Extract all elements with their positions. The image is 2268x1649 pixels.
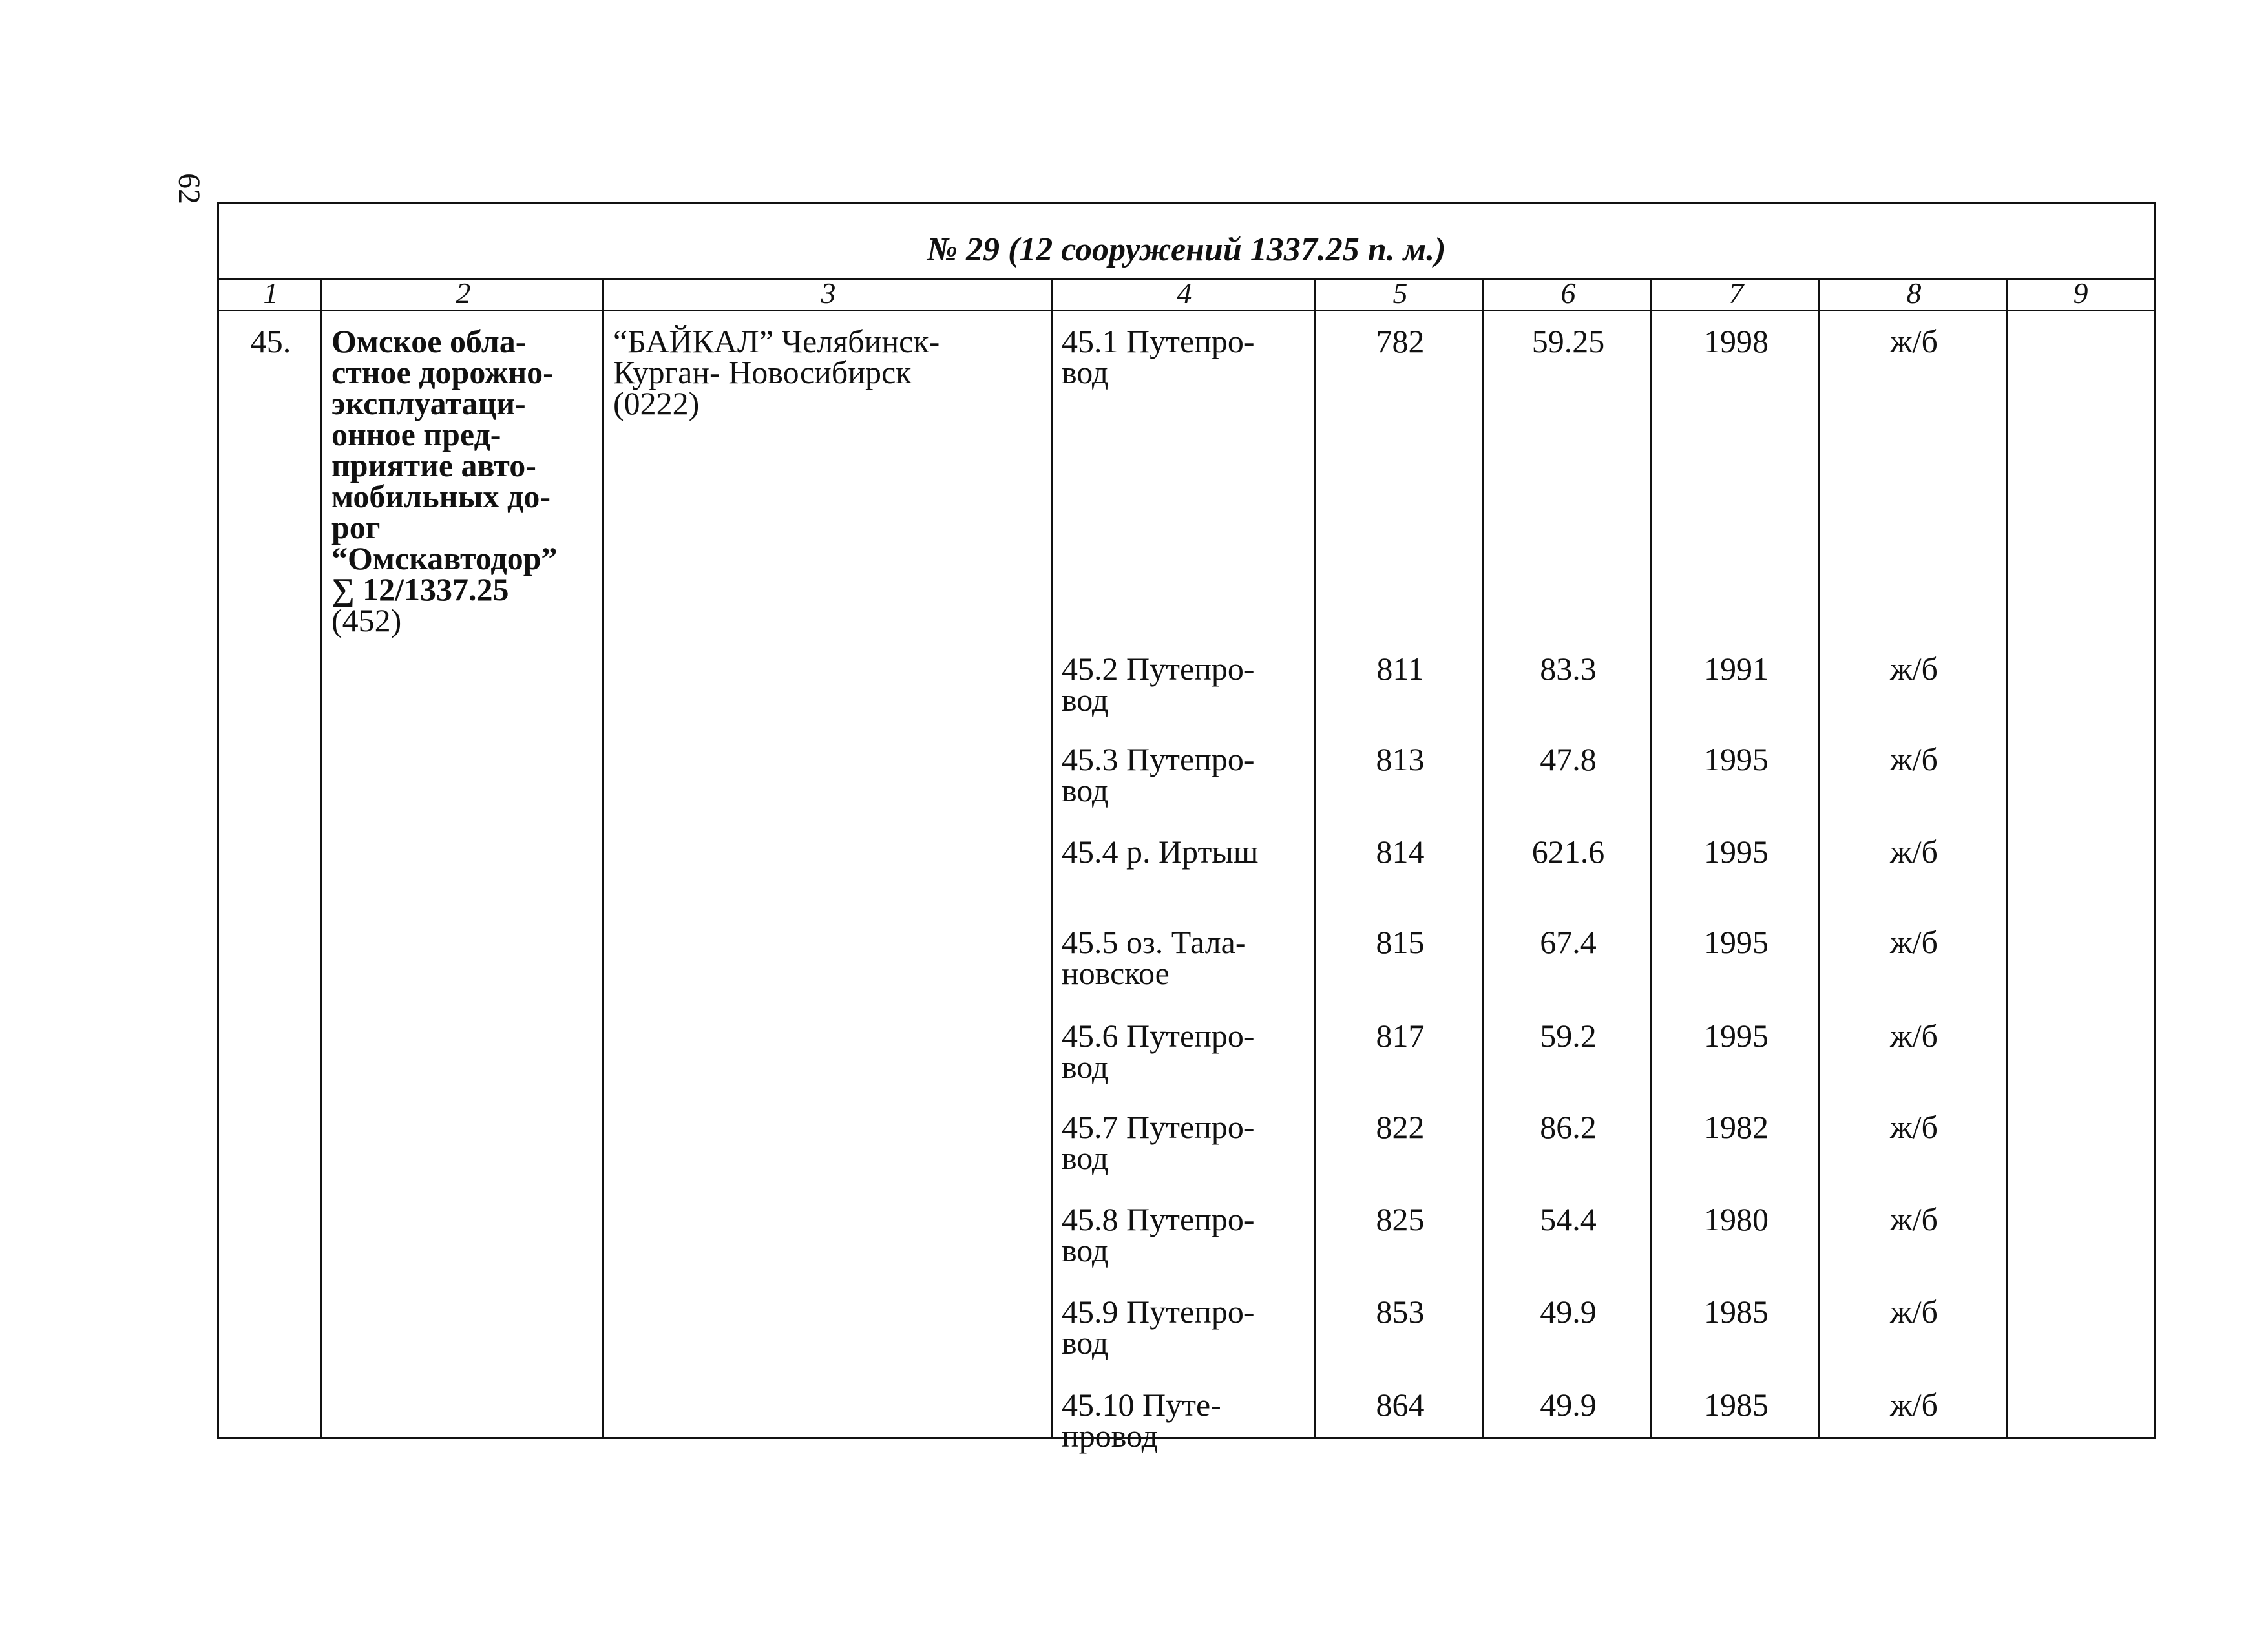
structure-name-line: 45.4 р. Иртыш [1062,834,1259,870]
km-mark: 813 [1376,741,1425,777]
column-number-row [219,280,2154,311]
structure-name-line: 45.9 Путепро- [1062,1294,1255,1330]
material-value: ж/б [1890,1018,1938,1054]
structure-name [1062,1109,1312,1176]
structure-name-line: провод [1062,1418,1159,1454]
column-number: 6 [1560,280,1576,310]
road-line: Курган- Новосибирск [613,354,912,390]
structure-name-line: 45.6 Путепро- [1062,1018,1255,1054]
structure-name-line: 45.8 Путепро- [1062,1201,1255,1237]
structure-name-line: вод [1062,682,1109,718]
length-value: 621.6 [1531,834,1605,870]
structure-name-line: 45.7 Путепро- [1062,1109,1255,1145]
length-value: 54.4 [1540,1201,1597,1237]
material-value: ж/б [1890,1109,1938,1145]
column-divider [1650,280,1652,1437]
structure-name [1062,1294,1312,1361]
organization-line: ∑ 12/1337.25 [331,571,509,607]
year-value: 1998 [1704,323,1769,359]
column-number: 8 [1906,280,1922,310]
structure-name-line: новское [1062,955,1170,991]
organization-line: “Омскавтодор” [331,540,558,576]
structure-name-line: 45.3 Путепро- [1062,741,1255,777]
structure-name [1062,741,1312,808]
column-divider [1818,280,1820,1437]
structure-name-line: 45.5 оз. Тала- [1062,924,1246,960]
organization-line: онное пред- [331,416,501,452]
year-value: 1995 [1704,924,1769,960]
structures-table [217,202,2156,1454]
length-value: 49.9 [1540,1294,1597,1330]
page-number: 62 [172,173,206,204]
structure-name-line: вод [1062,1140,1109,1176]
column-divider [1482,280,1484,1437]
structure-name-line: 45.1 Путепро- [1062,323,1255,359]
structure-name [1062,323,1312,390]
structure-name [1062,924,1312,991]
column-number: 2 [456,280,471,310]
km-mark: 822 [1376,1109,1425,1145]
organization-line: стное дорожно- [331,354,554,390]
material-value: ж/б [1890,834,1938,870]
structure-name-line: вод [1062,1325,1109,1361]
structure-name-line: 45.2 Путепро- [1062,651,1255,687]
km-mark: 864 [1376,1387,1425,1423]
column-divider [602,280,604,1437]
length-value: 86.2 [1540,1109,1597,1145]
length-value: 59.25 [1531,323,1605,359]
column-number: 4 [1177,280,1192,310]
material-value: ж/б [1890,741,1938,777]
organization-line: Омское обла- [331,323,527,359]
organization-cell [331,323,600,638]
length-value: 83.3 [1540,651,1597,687]
material-value: ж/б [1890,1387,1938,1423]
organization-line: рог [331,509,381,545]
column-number: 1 [263,280,278,310]
column-number: 3 [821,280,836,310]
organization-line: эксплуатаци- [331,385,526,421]
length-value: 47.8 [1540,741,1597,777]
organization-line: приятие авто- [331,447,536,483]
year-value: 1980 [1704,1201,1769,1237]
column-number: 5 [1392,280,1408,310]
entry-number: 45. [250,323,291,359]
material-value: ж/б [1890,1201,1938,1237]
structure-name-line: вод [1062,1049,1109,1085]
column-divider [1051,280,1053,1437]
column-number: 7 [1728,280,1744,310]
year-value: 1995 [1704,1018,1769,1054]
year-value: 1991 [1704,651,1769,687]
year-value: 1982 [1704,1109,1769,1145]
column-divider [1314,280,1316,1437]
column-divider [2006,280,2008,1437]
structure-name [1062,834,1312,870]
structure-name-line: вод [1062,1232,1109,1268]
km-mark: 815 [1376,924,1425,960]
structure-name [1062,651,1312,718]
km-mark: 782 [1376,323,1425,359]
material-value: ж/б [1890,651,1938,687]
material-value: ж/б [1890,924,1938,960]
structure-name [1062,1018,1312,1085]
material-value: ж/б [1890,1294,1938,1330]
road-cell [613,323,1049,421]
material-value: ж/б [1890,323,1938,359]
column-number: 9 [2073,280,2088,310]
table-title: № 29 (12 сооружений 1337.25 п. м.) [219,204,2154,280]
km-mark: 814 [1376,834,1425,870]
year-value: 1995 [1704,741,1769,777]
year-value: 1985 [1704,1387,1769,1423]
length-value: 67.4 [1540,924,1597,960]
km-mark: 817 [1376,1018,1425,1054]
road-line: (0222) [613,385,700,421]
km-mark: 825 [1376,1201,1425,1237]
length-value: 49.9 [1540,1387,1597,1423]
year-value: 1995 [1704,834,1769,870]
km-mark: 853 [1376,1294,1425,1330]
structure-name [1062,1387,1312,1454]
structure-name [1062,1201,1312,1268]
structure-name-line: вод [1062,354,1109,390]
structure-name-line: 45.10 Путе- [1062,1387,1221,1423]
km-mark: 811 [1376,651,1424,687]
organization-note: (452) [331,602,402,638]
year-value: 1985 [1704,1294,1769,1330]
column-divider [320,280,322,1437]
structure-name-line: вод [1062,772,1109,808]
length-value: 59.2 [1540,1018,1597,1054]
road-line: “БАЙКАЛ” Челябинск- [613,323,940,359]
organization-line: мобильных до- [331,478,551,514]
